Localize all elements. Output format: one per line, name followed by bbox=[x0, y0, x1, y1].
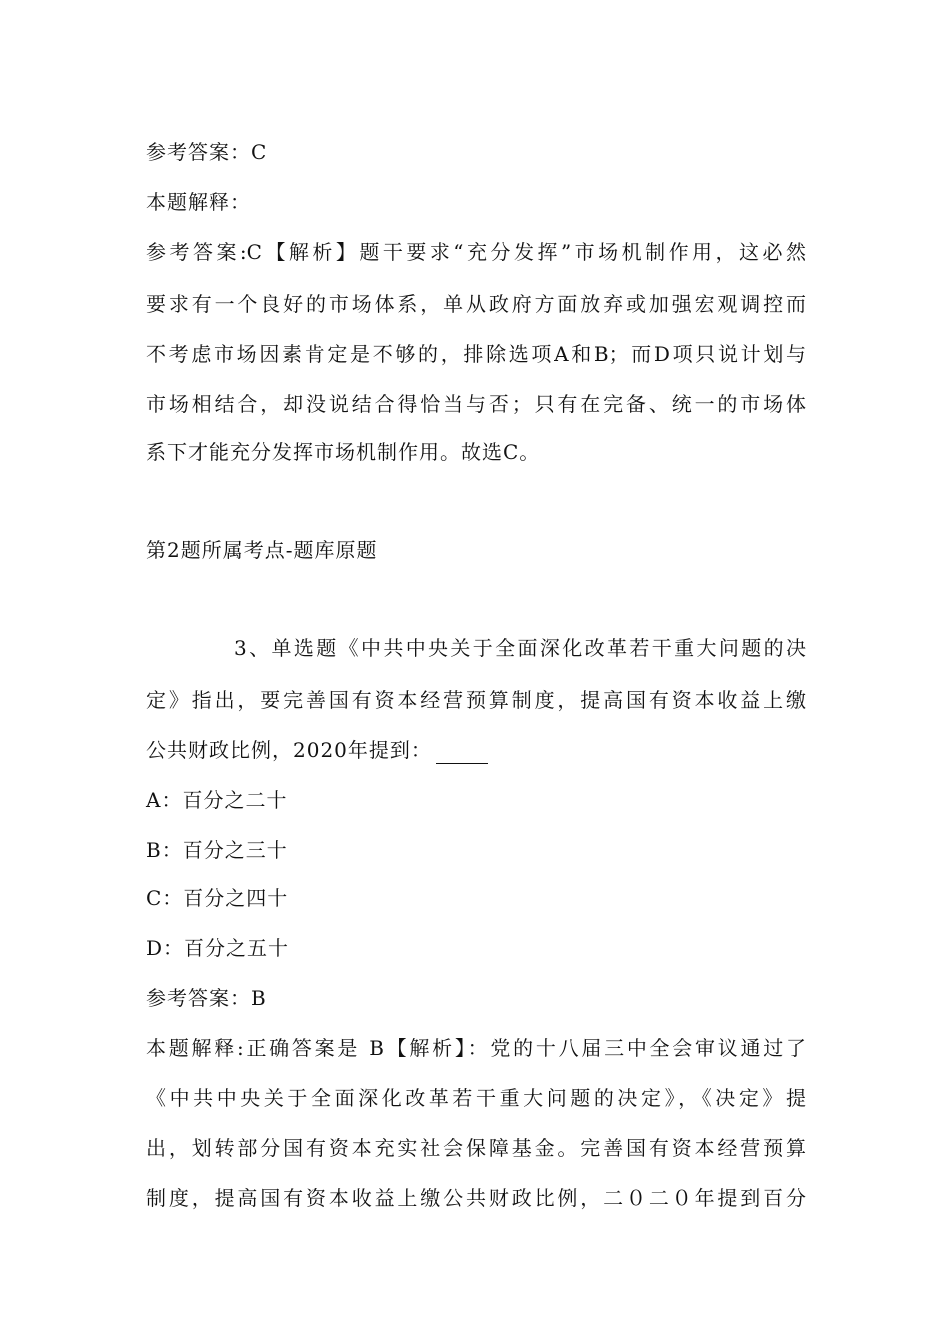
q2-explanation-line: 不考虑市场因素肯定是不够的，排除选项A和B；而D项只说计划与 bbox=[146, 342, 806, 366]
q3-stem-text: 公共财政比例，2020年提到： bbox=[146, 738, 432, 762]
q3-stem-line: 3、单选题《中共中央关于全面深化改革若干重大问题的决 bbox=[234, 636, 806, 660]
q3-explanation-line: 制度，提高国有资本收益上缴公共财政比例，二０二０年提到百分 bbox=[146, 1186, 806, 1210]
q3-stem-last-line bbox=[146, 736, 488, 764]
q3-option-b: B：百分之三十 bbox=[146, 838, 288, 862]
q3-explanation-line: 出，划转部分国有资本充实社会保障基金。完善国有资本经营预算 bbox=[146, 1136, 806, 1160]
q2-explanation-line: 要求有一个良好的市场体系，单从政府方面放弃或加强宏观调控而 bbox=[146, 292, 806, 316]
q2-source-note: 第2题所属考点-题库原题 bbox=[146, 538, 378, 562]
q3-explanation-line: 本题解释:正确答案是 B【解析】：党的十八届三中全会审议通过了 bbox=[146, 1036, 806, 1060]
q2-answer: 参考答案：C bbox=[146, 140, 268, 164]
q3-option-d: D：百分之五十 bbox=[146, 936, 290, 960]
q3-stem-line: 定》指出，要完善国有资本经营预算制度，提高国有资本收益上缴 bbox=[146, 688, 806, 712]
answer-blank bbox=[436, 743, 488, 764]
q3-answer: 参考答案：B bbox=[146, 986, 267, 1010]
q3-explanation-line: 《中共中央关于全面深化改革若干重大问题的决定》，《决定》提 bbox=[146, 1086, 806, 1110]
q3-option-a: A：百分之二十 bbox=[146, 788, 288, 812]
q2-explanation-label: 本题解释： bbox=[146, 190, 251, 214]
q2-explanation-line: 系下才能充分发挥市场机制作用。故选C。 bbox=[146, 440, 541, 464]
q2-explanation-line: 市场相结合，却没说结合得恰当与否；只有在完备、统一的市场体 bbox=[146, 392, 806, 416]
q3-option-c: C：百分之四十 bbox=[146, 886, 289, 910]
q2-explanation-line: 参考答案:C【解析】题干要求“充分发挥”市场机制作用，这必然 bbox=[146, 240, 806, 264]
